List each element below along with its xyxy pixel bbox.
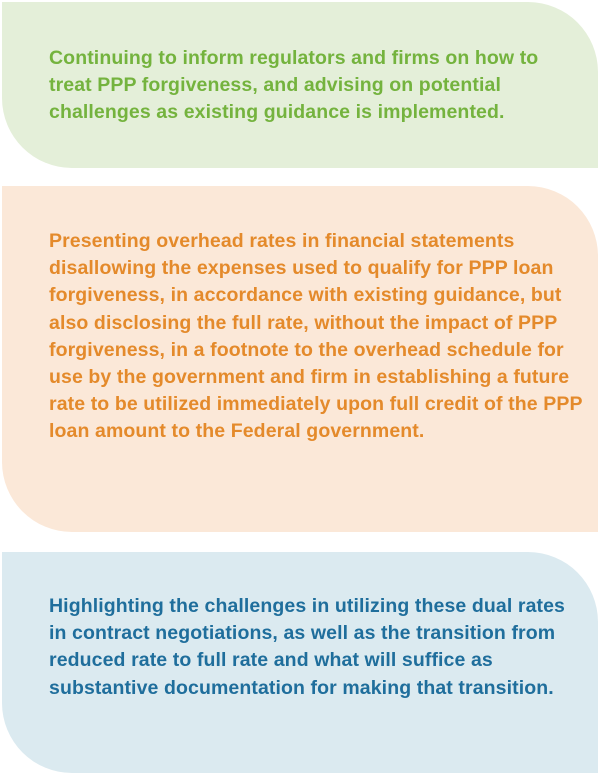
- green-callout-card: [2, 2, 598, 168]
- blue-callout-text: Highlighting the challenges in utilizing these dual rates in contract negotiations, as well as the transition from reduced rate to full rate and what will suffice as substantive documentation for making that transition.: [49, 595, 566, 699]
- green-callout-text: Continuing to inform regulators and firms on how to treat PPP forgiveness, and advising on potential challenges as existing guidance is implemented.: [49, 47, 539, 124]
- orange-callout-card: [2, 186, 598, 532]
- blue-callout-card: [2, 552, 598, 773]
- orange-callout-text: Presenting overhead rates in financial statements disallowing the expenses used to qualify for PPP loan forgiveness, in accordance with existing guidance, but also disclosing the full rate, without the impact of PPP forgiveness, in a footnote to the overhead schedule for use by the government and firm in establishing a future rate to be utilized immediately upon full credit of the PPP loan amount to the Federal government.: [49, 230, 583, 443]
